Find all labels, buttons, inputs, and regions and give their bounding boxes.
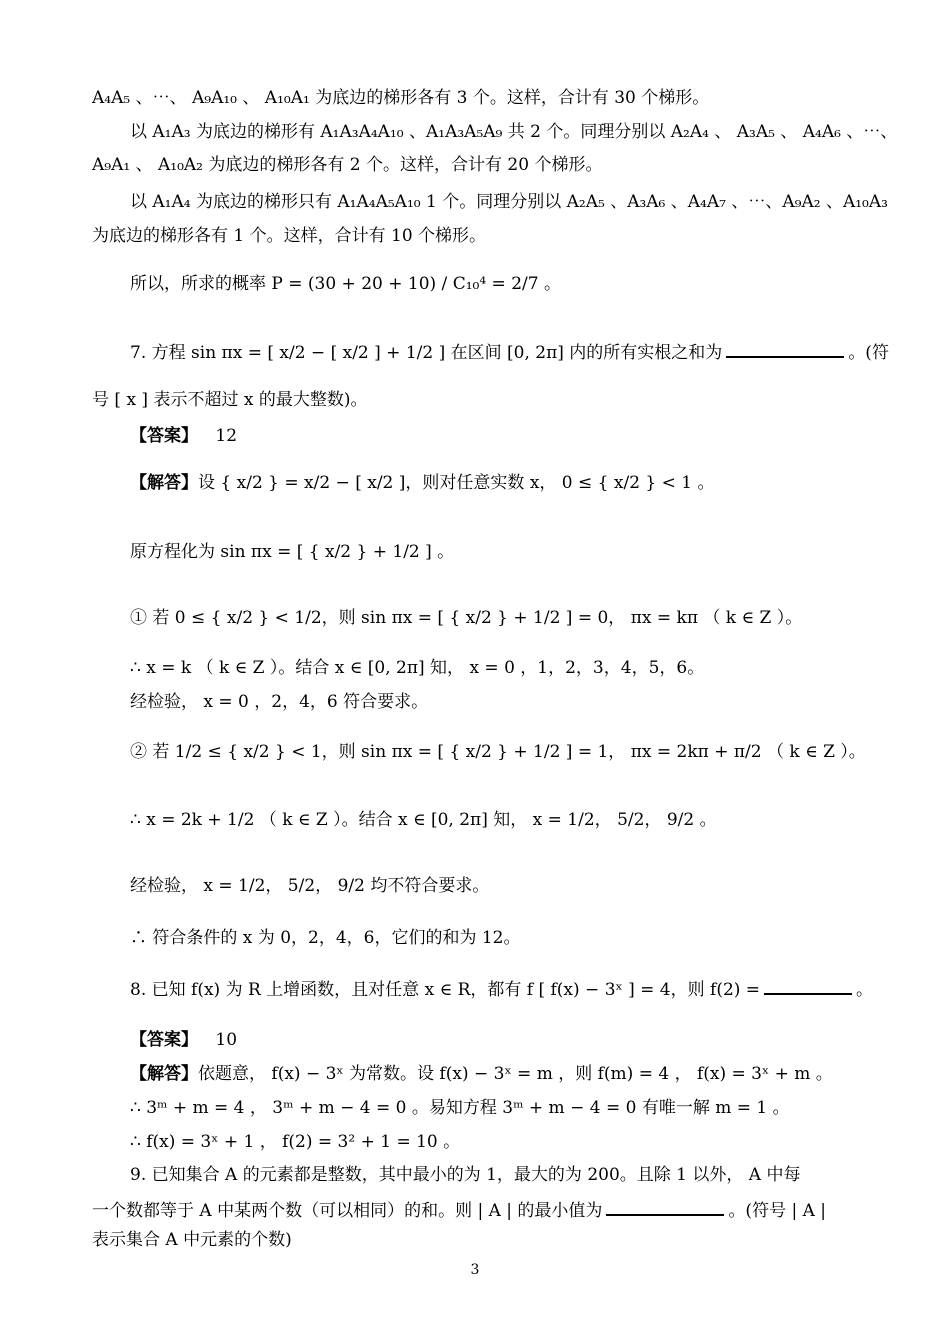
question-8-text: 8. 已知 f(x) 为 R 上增函数，且对任意 x ∈ R，都有 f [ f(x) − 3ˣ ] = 4，则 f(2) = bbox=[130, 980, 761, 1000]
answer-label: 【答案】 bbox=[130, 1030, 198, 1050]
answer-blank bbox=[606, 1196, 724, 1216]
text-line: 号 [ x ] 表示不超过 x 的最大整数)。 bbox=[92, 390, 368, 410]
case-1: ① 若 0 ≤ { x/2 } < 1/2，则 sin πx = [ { x/2 } + 1/2 ] = 0， πx = kπ （ k ∈ Z ）。 bbox=[130, 608, 803, 628]
solution-label: 【解答】 bbox=[130, 473, 198, 493]
text-line: 经检验， x = 1/2， 5/2， 9/2 均不符合要求。 bbox=[130, 876, 490, 896]
answer-label: 【答案】 bbox=[130, 426, 198, 446]
question-9: 9. 已知集合 A 的元素都是整数，其中最小的为 1，最大的为 200。且除 1 以外， A 中每 bbox=[130, 1165, 801, 1185]
answer-blank bbox=[726, 338, 844, 358]
solution-text: 依题意， f(x) − 3ˣ 为常数。设 f(x) − 3ˣ = m ，则 f(m) = 4 ， f(x) = 3ˣ + m 。 bbox=[198, 1064, 833, 1084]
answer-line bbox=[130, 1028, 858, 1052]
text-line: ∴ x = 2k + 1/2 （ k ∈ Z ）。结合 x ∈ [0, 2π] 知， x = 1/2， 5/2， 9/2 。 bbox=[130, 810, 717, 830]
page-number: 3 bbox=[470, 1262, 480, 1278]
question-7-text: 7. 方程 sin πx = [ x/2 − [ x/2 ] + 1/2 ] 在区间 [0, 2π] 内的所有实根之和为 bbox=[130, 343, 723, 363]
text-line: ∴ 3ᵐ + m = 4 ， 3ᵐ + m − 4 = 0 。易知方程 3ᵐ + m − 4 = 0 有唯一解 m = 1 。 bbox=[130, 1098, 790, 1118]
question-7-tail: 。(符 bbox=[848, 343, 889, 363]
text-line: 经检验， x = 0 ，2，4，6 符合要求。 bbox=[130, 692, 429, 712]
text-line: A₉A₁ 、 A₁₀A₂ 为底边的梯形各有 2 个。这样，合计有 20 个梯形。 bbox=[92, 155, 603, 175]
case-2: ② 若 1/2 ≤ { x/2 } < 1，则 sin πx = [ { x/2 } + 1/2 ] = 1， πx = 2kπ + π/2 （ k ∈ Z ）。 bbox=[130, 742, 866, 762]
text-line: 表示集合 A 中元素的个数) bbox=[92, 1230, 292, 1250]
question-7 bbox=[130, 338, 889, 365]
answer-line bbox=[130, 424, 858, 448]
solution-line bbox=[130, 471, 858, 495]
text-line: 为底边的梯形各有 1 个。这样，合计有 10 个梯形。 bbox=[92, 226, 487, 246]
solution-label: 【解答】 bbox=[130, 1064, 198, 1084]
text-line: 以 A₁A₃ 为底边的梯形有 A₁A₃A₄A₁₀ 、A₁A₃A₅A₉ 共 2 个。同理分别以 A₂A₄ 、 A₃A₅ 、 A₄A₆ 、⋯、 bbox=[130, 122, 898, 142]
solution-line bbox=[130, 1062, 858, 1086]
answer-value: 12 bbox=[215, 426, 238, 446]
text-line: ∴ x = k （ k ∈ Z ）。结合 x ∈ [0, 2π] 知， x = 0 ，1，2，3，4，5，6。 bbox=[130, 658, 705, 678]
text-line: 以 A₁A₄ 为底边的梯形只有 A₁A₄A₅A₁₀ 1 个。同理分别以 A₂A₅ 、A₃A₆ 、A₄A₇ 、⋯、A₉A₂ 、A₁₀A₃ bbox=[130, 192, 888, 212]
answer-value: 10 bbox=[215, 1030, 238, 1050]
question-8 bbox=[130, 975, 874, 1002]
text-line: A₄A₅ 、⋯、 A₉A₁₀ 、 A₁₀A₁ 为底边的梯形各有 3 个。这样，合计有 30 个梯形。 bbox=[92, 88, 710, 108]
solution-text: 设 { x/2 } = x/2 − [ x/2 ]，则对任意实数 x， 0 ≤ { x/2 } < 1 。 bbox=[198, 473, 715, 493]
question-9-line-2 bbox=[92, 1196, 858, 1223]
text-line: ∴ f(x) = 3ˣ + 1 ， f(2) = 3² + 1 = 10 。 bbox=[130, 1132, 461, 1152]
question-8-tail: 。 bbox=[856, 980, 874, 1000]
probability-formula: 所以，所求的概率 P = (30 + 20 + 10) / C₁₀⁴ = 2/7 。 bbox=[130, 274, 561, 294]
answer-blank bbox=[764, 975, 852, 995]
text-line: ∴ 符合条件的 x 为 0，2，4，6，它们的和为 12。 bbox=[130, 928, 521, 948]
text-line: 原方程化为 sin πx = [ { x/2 } + 1/2 ] 。 bbox=[130, 542, 455, 562]
question-9-tail: 。(符号 | A | bbox=[728, 1201, 827, 1221]
question-9-text: 一个数都等于 A 中某两个数（可以相同）的和。则 | A | 的最小值为 bbox=[92, 1201, 603, 1221]
